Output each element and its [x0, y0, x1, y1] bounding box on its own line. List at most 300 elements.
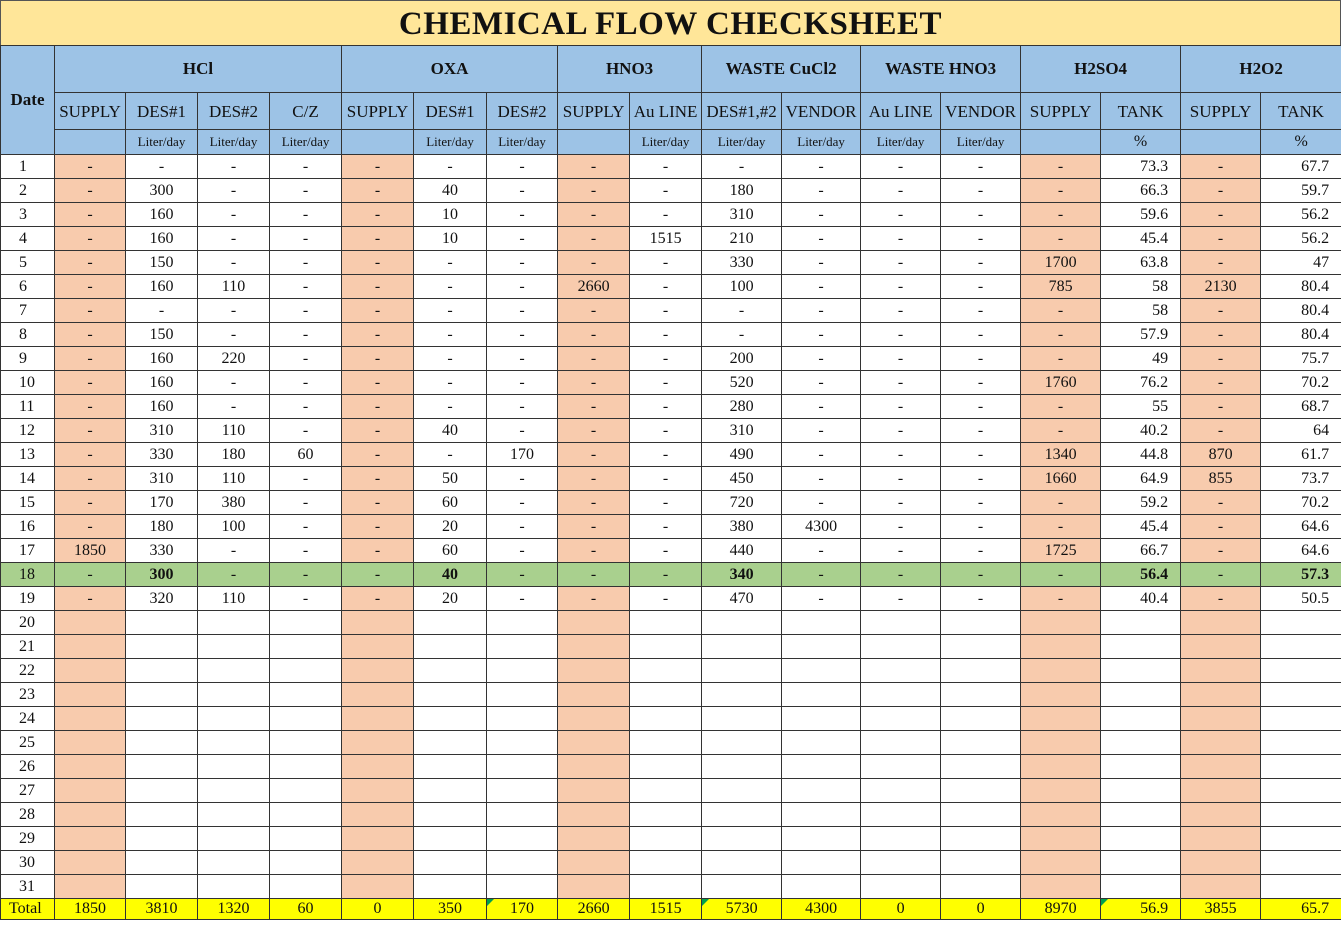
- date-cell: 21: [1, 635, 55, 659]
- data-cell: [941, 683, 1021, 707]
- data-cell: [55, 731, 126, 755]
- data-cell: -: [861, 563, 941, 587]
- date-cell: 11: [1, 395, 55, 419]
- data-cell: -: [1021, 515, 1101, 539]
- data-cell: -: [198, 323, 270, 347]
- data-cell: 70.2: [1261, 491, 1341, 515]
- data-cell: [270, 731, 342, 755]
- table-row: [1, 443, 1341, 467]
- data-cell: 110: [198, 275, 270, 299]
- data-cell: [1101, 755, 1181, 779]
- data-cell: 110: [198, 587, 270, 611]
- unit-label: %: [1101, 130, 1181, 155]
- date-cell: 23: [1, 683, 55, 707]
- data-cell: -: [782, 275, 861, 299]
- total-row: [1, 899, 1341, 920]
- date-cell: 10: [1, 371, 55, 395]
- data-cell: -: [630, 539, 702, 563]
- group-header: HNO3: [558, 46, 702, 93]
- data-cell: -: [941, 227, 1021, 251]
- data-cell: -: [861, 587, 941, 611]
- data-cell: [1021, 755, 1101, 779]
- data-cell: [941, 659, 1021, 683]
- data-cell: [1261, 827, 1341, 851]
- data-cell: [55, 707, 126, 731]
- table-row: [1, 395, 1341, 419]
- data-cell: [782, 827, 861, 851]
- data-cell: [702, 803, 782, 827]
- data-cell: -: [558, 155, 630, 179]
- data-cell: 170: [487, 443, 558, 467]
- data-cell: [270, 707, 342, 731]
- data-cell: [1021, 875, 1101, 899]
- column-header: SUPPLY: [55, 93, 126, 130]
- data-cell: -: [55, 251, 126, 275]
- data-cell: 100: [198, 515, 270, 539]
- data-cell: [414, 755, 487, 779]
- data-cell: 440: [702, 539, 782, 563]
- data-cell: [126, 707, 198, 731]
- total-cell: 65.7: [1261, 899, 1341, 920]
- data-cell: -: [941, 251, 1021, 275]
- data-cell: -: [487, 299, 558, 323]
- data-cell: [270, 875, 342, 899]
- total-cell: 1515: [630, 899, 702, 920]
- cell-note-indicator-icon: [702, 899, 709, 906]
- data-cell: 170: [126, 491, 198, 515]
- data-cell: -: [270, 515, 342, 539]
- data-cell: 2660: [558, 275, 630, 299]
- data-cell: -: [1021, 179, 1101, 203]
- data-cell: -: [861, 251, 941, 275]
- data-cell: -: [558, 491, 630, 515]
- data-cell: 180: [702, 179, 782, 203]
- data-cell: [941, 875, 1021, 899]
- data-cell: -: [342, 515, 414, 539]
- data-cell: -: [55, 371, 126, 395]
- date-cell: 16: [1, 515, 55, 539]
- data-cell: [702, 635, 782, 659]
- data-cell: [1181, 803, 1261, 827]
- data-cell: [782, 803, 861, 827]
- table-row: [1, 299, 1341, 323]
- data-cell: 220: [198, 347, 270, 371]
- data-cell: -: [1021, 491, 1101, 515]
- data-cell: 56.4: [1101, 563, 1181, 587]
- data-cell: [414, 803, 487, 827]
- data-cell: -: [1181, 227, 1261, 251]
- data-cell: 64.6: [1261, 539, 1341, 563]
- data-cell: -: [861, 347, 941, 371]
- table-row: [1, 707, 1341, 731]
- data-cell: [1181, 683, 1261, 707]
- data-cell: [1261, 851, 1341, 875]
- data-cell: -: [55, 323, 126, 347]
- date-cell: 28: [1, 803, 55, 827]
- data-cell: -: [1021, 203, 1101, 227]
- data-cell: [487, 803, 558, 827]
- data-cell: 1700: [1021, 251, 1101, 275]
- data-cell: -: [270, 419, 342, 443]
- data-cell: -: [1021, 155, 1101, 179]
- column-header: VENDOR: [941, 93, 1021, 130]
- table-row: [1, 419, 1341, 443]
- data-cell: -: [1021, 227, 1101, 251]
- unit-label: Liter/day: [414, 130, 487, 155]
- data-cell: -: [941, 299, 1021, 323]
- data-cell: -: [702, 323, 782, 347]
- column-header: DES#2: [487, 93, 558, 130]
- data-cell: [630, 851, 702, 875]
- data-cell: -: [342, 587, 414, 611]
- data-cell: [702, 659, 782, 683]
- data-cell: [702, 875, 782, 899]
- data-cell: [198, 635, 270, 659]
- data-cell: 47: [1261, 251, 1341, 275]
- data-cell: -: [558, 371, 630, 395]
- unit-label: Liter/day: [702, 130, 782, 155]
- data-cell: -: [941, 371, 1021, 395]
- total-cell: 0: [861, 899, 941, 920]
- data-cell: 160: [126, 371, 198, 395]
- data-cell: 75.7: [1261, 347, 1341, 371]
- data-cell: -: [342, 371, 414, 395]
- data-cell: -: [782, 539, 861, 563]
- data-cell: -: [342, 419, 414, 443]
- data-cell: -: [1021, 395, 1101, 419]
- data-cell: -: [782, 491, 861, 515]
- data-cell: -: [198, 563, 270, 587]
- data-cell: [941, 731, 1021, 755]
- data-cell: -: [941, 467, 1021, 491]
- data-cell: -: [941, 539, 1021, 563]
- data-cell: -: [270, 563, 342, 587]
- data-cell: -: [342, 227, 414, 251]
- data-cell: -: [270, 371, 342, 395]
- data-cell: 310: [702, 419, 782, 443]
- column-header: C/Z: [270, 93, 342, 130]
- data-cell: [198, 851, 270, 875]
- data-cell: [782, 683, 861, 707]
- data-cell: -: [558, 587, 630, 611]
- data-cell: [126, 683, 198, 707]
- data-cell: -: [630, 323, 702, 347]
- data-cell: [782, 875, 861, 899]
- date-cell: 15: [1, 491, 55, 515]
- data-cell: -: [414, 155, 487, 179]
- data-cell: [1101, 827, 1181, 851]
- table-row: [1, 563, 1341, 587]
- unit-label: Liter/day: [487, 130, 558, 155]
- table-row: [1, 803, 1341, 827]
- data-cell: [782, 611, 861, 635]
- data-cell: 855: [1181, 467, 1261, 491]
- data-cell: -: [1181, 179, 1261, 203]
- data-cell: [270, 659, 342, 683]
- date-cell: 31: [1, 875, 55, 899]
- data-cell: -: [558, 443, 630, 467]
- data-cell: -: [782, 155, 861, 179]
- data-cell: -: [487, 323, 558, 347]
- group-header: WASTE CuCl2: [702, 46, 861, 93]
- data-cell: 1340: [1021, 443, 1101, 467]
- data-cell: [270, 755, 342, 779]
- data-cell: -: [487, 347, 558, 371]
- data-cell: -: [861, 491, 941, 515]
- data-cell: -: [782, 371, 861, 395]
- date-cell: 9: [1, 347, 55, 371]
- table-row: [1, 251, 1341, 275]
- data-cell: -: [270, 299, 342, 323]
- data-cell: -: [414, 443, 487, 467]
- data-cell: -: [861, 227, 941, 251]
- data-cell: -: [198, 539, 270, 563]
- data-cell: -: [270, 467, 342, 491]
- table-row: [1, 155, 1341, 179]
- data-cell: 100: [702, 275, 782, 299]
- data-cell: [630, 827, 702, 851]
- cell-note-indicator-icon: [487, 899, 494, 906]
- date-cell: 3: [1, 203, 55, 227]
- date-cell: 17: [1, 539, 55, 563]
- data-cell: [630, 779, 702, 803]
- data-cell: 300: [126, 563, 198, 587]
- data-cell: -: [487, 491, 558, 515]
- data-cell: 66.7: [1101, 539, 1181, 563]
- data-cell: [558, 707, 630, 731]
- data-cell: 200: [702, 347, 782, 371]
- data-cell: [487, 779, 558, 803]
- data-cell: [487, 755, 558, 779]
- data-cell: [270, 803, 342, 827]
- data-cell: 56.2: [1261, 227, 1341, 251]
- data-cell: -: [941, 419, 1021, 443]
- data-cell: [1021, 803, 1101, 827]
- date-cell: 12: [1, 419, 55, 443]
- data-cell: [55, 635, 126, 659]
- data-cell: [342, 803, 414, 827]
- data-cell: -: [630, 179, 702, 203]
- unit-label: %: [1261, 130, 1341, 155]
- data-cell: -: [414, 275, 487, 299]
- column-header: VENDOR: [782, 93, 861, 130]
- data-cell: -: [487, 179, 558, 203]
- data-cell: [782, 707, 861, 731]
- data-cell: 300: [126, 179, 198, 203]
- data-cell: -: [487, 395, 558, 419]
- data-cell: -: [342, 563, 414, 587]
- data-cell: -: [1021, 323, 1101, 347]
- data-cell: 64.9: [1101, 467, 1181, 491]
- data-cell: [198, 755, 270, 779]
- table-row: [1, 203, 1341, 227]
- data-cell: 45.4: [1101, 515, 1181, 539]
- data-cell: [487, 827, 558, 851]
- data-cell: [941, 755, 1021, 779]
- data-cell: -: [861, 323, 941, 347]
- data-cell: -: [55, 275, 126, 299]
- data-cell: 20: [414, 515, 487, 539]
- data-cell: 1725: [1021, 539, 1101, 563]
- data-cell: -: [861, 155, 941, 179]
- data-cell: [126, 875, 198, 899]
- data-cell: [558, 683, 630, 707]
- data-cell: [941, 611, 1021, 635]
- data-cell: [941, 779, 1021, 803]
- data-cell: -: [342, 443, 414, 467]
- data-cell: -: [55, 515, 126, 539]
- date-cell: 4: [1, 227, 55, 251]
- data-cell: -: [126, 155, 198, 179]
- data-cell: [342, 851, 414, 875]
- unit-label: Liter/day: [126, 130, 198, 155]
- data-cell: [414, 611, 487, 635]
- data-cell: 1850: [55, 539, 126, 563]
- data-cell: -: [861, 203, 941, 227]
- data-cell: [941, 827, 1021, 851]
- data-cell: -: [558, 251, 630, 275]
- data-cell: [1101, 683, 1181, 707]
- data-cell: -: [630, 155, 702, 179]
- data-cell: -: [941, 563, 1021, 587]
- data-cell: -: [55, 299, 126, 323]
- data-cell: -: [1181, 155, 1261, 179]
- flow-table: [0, 45, 1341, 920]
- unit-label: [558, 130, 630, 155]
- data-cell: -: [342, 323, 414, 347]
- data-cell: [1261, 611, 1341, 635]
- total-cell: 4300: [782, 899, 861, 920]
- data-cell: [861, 659, 941, 683]
- total-cell: 60: [270, 899, 342, 920]
- data-cell: -: [630, 203, 702, 227]
- data-cell: [126, 779, 198, 803]
- data-cell: 4300: [782, 515, 861, 539]
- data-cell: 67.7: [1261, 155, 1341, 179]
- data-cell: [487, 659, 558, 683]
- data-cell: [941, 707, 1021, 731]
- data-cell: [702, 851, 782, 875]
- data-cell: -: [782, 395, 861, 419]
- data-cell: -: [1021, 299, 1101, 323]
- data-cell: -: [270, 203, 342, 227]
- data-cell: -: [487, 275, 558, 299]
- data-cell: -: [55, 347, 126, 371]
- data-cell: 330: [702, 251, 782, 275]
- data-cell: -: [414, 347, 487, 371]
- data-cell: [782, 851, 861, 875]
- data-cell: 40: [414, 563, 487, 587]
- data-cell: [1021, 611, 1101, 635]
- data-cell: 1515: [630, 227, 702, 251]
- data-cell: -: [630, 587, 702, 611]
- data-cell: [782, 635, 861, 659]
- data-cell: -: [1021, 419, 1101, 443]
- table-row: [1, 467, 1341, 491]
- data-cell: 49: [1101, 347, 1181, 371]
- data-cell: -: [1181, 563, 1261, 587]
- data-cell: [487, 635, 558, 659]
- data-cell: [1101, 659, 1181, 683]
- data-cell: [1021, 827, 1101, 851]
- data-cell: 50.5: [1261, 587, 1341, 611]
- data-cell: [558, 635, 630, 659]
- data-cell: -: [414, 395, 487, 419]
- data-cell: -: [782, 443, 861, 467]
- data-cell: [55, 851, 126, 875]
- data-cell: [630, 731, 702, 755]
- data-cell: -: [55, 203, 126, 227]
- data-cell: [861, 827, 941, 851]
- data-cell: -: [198, 251, 270, 275]
- data-cell: 56.2: [1261, 203, 1341, 227]
- data-cell: 40.4: [1101, 587, 1181, 611]
- data-cell: -: [630, 299, 702, 323]
- data-cell: -: [782, 227, 861, 251]
- data-cell: [270, 827, 342, 851]
- data-cell: -: [342, 155, 414, 179]
- data-cell: -: [270, 539, 342, 563]
- date-cell: 19: [1, 587, 55, 611]
- data-cell: [702, 731, 782, 755]
- data-cell: -: [558, 395, 630, 419]
- total-cell: 170: [487, 899, 558, 920]
- data-cell: -: [782, 323, 861, 347]
- table-row: [1, 227, 1341, 251]
- date-cell: 2: [1, 179, 55, 203]
- data-cell: -: [630, 419, 702, 443]
- data-cell: -: [941, 587, 1021, 611]
- data-cell: 73.3: [1101, 155, 1181, 179]
- date-cell: 24: [1, 707, 55, 731]
- data-cell: [270, 611, 342, 635]
- data-cell: [558, 803, 630, 827]
- data-cell: -: [941, 155, 1021, 179]
- data-cell: [55, 875, 126, 899]
- table-row: [1, 515, 1341, 539]
- data-cell: -: [941, 443, 1021, 467]
- data-cell: -: [1181, 323, 1261, 347]
- column-header: Au LINE: [861, 93, 941, 130]
- table-row: [1, 635, 1341, 659]
- data-cell: [198, 731, 270, 755]
- column-header: DES#1: [414, 93, 487, 130]
- data-cell: 340: [702, 563, 782, 587]
- data-cell: -: [861, 539, 941, 563]
- data-cell: [270, 635, 342, 659]
- data-cell: 470: [702, 587, 782, 611]
- data-cell: [55, 779, 126, 803]
- data-cell: [414, 731, 487, 755]
- data-cell: [558, 731, 630, 755]
- data-cell: [861, 755, 941, 779]
- data-cell: -: [126, 299, 198, 323]
- data-cell: -: [487, 371, 558, 395]
- data-cell: -: [861, 179, 941, 203]
- data-cell: [1021, 635, 1101, 659]
- date-header: Date: [1, 46, 55, 155]
- data-cell: 60: [414, 491, 487, 515]
- data-cell: [414, 779, 487, 803]
- sheet-title: CHEMICAL FLOW CHECKSHEET: [0, 0, 1341, 46]
- unit-label: Liter/day: [270, 130, 342, 155]
- data-cell: [126, 755, 198, 779]
- data-cell: [55, 803, 126, 827]
- data-cell: [861, 611, 941, 635]
- data-cell: 40: [414, 419, 487, 443]
- data-cell: [702, 827, 782, 851]
- data-cell: [702, 707, 782, 731]
